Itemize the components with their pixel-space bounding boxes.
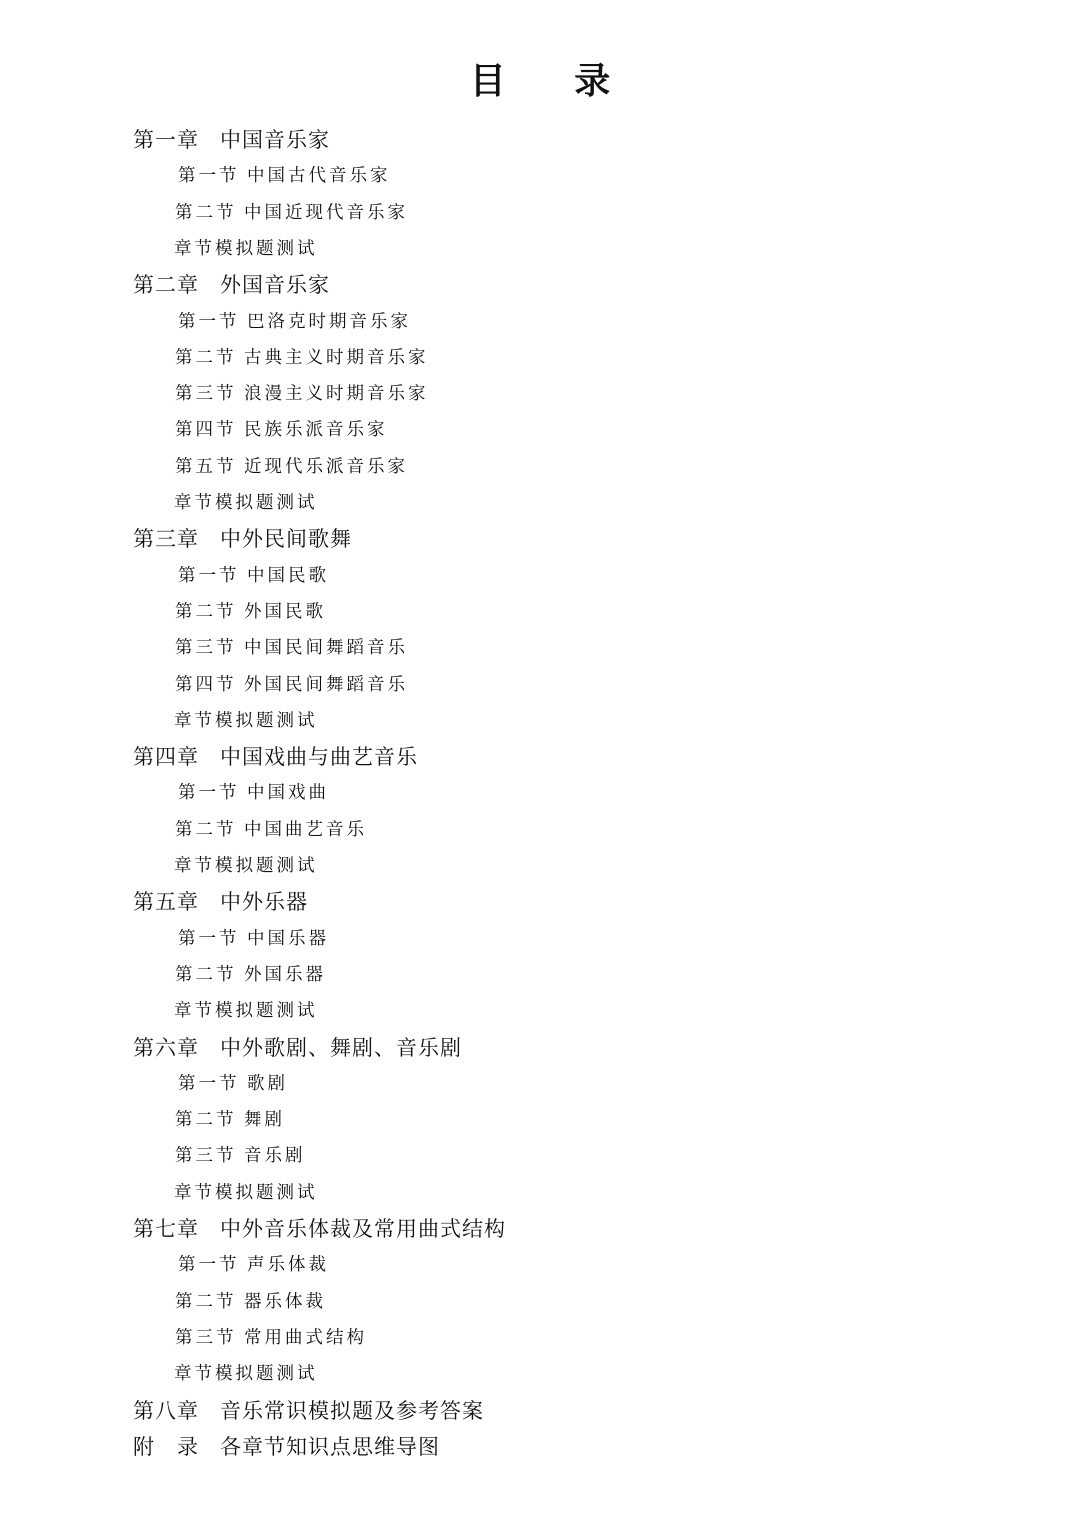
chapter-quiz-entry[interactable]: 章节模拟题测试 bbox=[174, 710, 318, 731]
section-number: 第二节 bbox=[175, 964, 237, 985]
section-number: 第四节 bbox=[175, 674, 237, 695]
section-number: 第三节 bbox=[175, 1327, 237, 1348]
section-title: 器乐体裁 bbox=[244, 1291, 326, 1312]
section-number: 第二节 bbox=[175, 1110, 237, 1131]
section-title: 外国乐器 bbox=[244, 964, 326, 985]
section-entry[interactable] bbox=[175, 598, 326, 626]
section-entry[interactable] bbox=[175, 634, 408, 662]
section-title: 声乐体裁 bbox=[247, 1255, 329, 1276]
chapter-number: 第六章 bbox=[133, 1035, 199, 1060]
section-number: 第一节 bbox=[178, 928, 240, 949]
section-title: 中国戏曲 bbox=[247, 783, 329, 804]
section-entry[interactable] bbox=[175, 816, 367, 844]
section-number: 第二节 bbox=[175, 202, 237, 223]
section-entry[interactable] bbox=[175, 344, 429, 372]
section-number: 第一节 bbox=[178, 311, 240, 332]
chapter-heading[interactable] bbox=[133, 126, 330, 154]
chapter-number: 第五章 bbox=[133, 890, 199, 915]
chapter-heading[interactable] bbox=[133, 743, 418, 771]
section-title: 外国民间舞蹈音乐 bbox=[244, 674, 408, 695]
section-number: 第二节 bbox=[175, 347, 237, 368]
section-number: 第二节 bbox=[175, 601, 237, 622]
section-entry[interactable] bbox=[178, 162, 391, 190]
section-entry[interactable] bbox=[178, 562, 329, 590]
section-title: 浪漫主义时期音乐家 bbox=[244, 384, 429, 405]
section-entry[interactable] bbox=[175, 1288, 326, 1316]
chapter-title: 中国戏曲与曲艺音乐 bbox=[220, 745, 418, 770]
chapter-heading[interactable] bbox=[133, 1433, 440, 1461]
chapter-number: 第二章 bbox=[133, 273, 199, 298]
section-entry[interactable] bbox=[175, 671, 408, 699]
section-title: 中国民歌 bbox=[247, 565, 329, 586]
section-number: 第一节 bbox=[178, 166, 240, 187]
section-title: 巴洛克时期音乐家 bbox=[247, 311, 411, 332]
section-title: 民族乐派音乐家 bbox=[244, 420, 388, 441]
section-number: 第四节 bbox=[175, 420, 237, 441]
section-title: 中国近现代音乐家 bbox=[244, 202, 408, 223]
section-entry[interactable] bbox=[178, 925, 329, 953]
chapter-heading[interactable] bbox=[133, 1034, 462, 1062]
section-number: 第五节 bbox=[175, 456, 237, 477]
section-title: 中国民间舞蹈音乐 bbox=[244, 638, 408, 659]
section-title: 中国曲艺音乐 bbox=[244, 819, 367, 840]
section-entry[interactable] bbox=[175, 1324, 367, 1352]
section-entry[interactable] bbox=[178, 779, 329, 807]
section-entry[interactable] bbox=[175, 416, 388, 444]
chapter-heading[interactable] bbox=[133, 525, 352, 553]
page-title: 目 录 bbox=[469, 60, 639, 102]
section-title: 常用曲式结构 bbox=[244, 1327, 367, 1348]
chapter-quiz-entry[interactable]: 章节模拟题测试 bbox=[174, 1001, 318, 1022]
chapter-number: 第八章 bbox=[133, 1398, 199, 1423]
chapter-quiz-entry[interactable]: 章节模拟题测试 bbox=[174, 1364, 318, 1385]
chapter-title: 中外音乐体裁及常用曲式结构 bbox=[220, 1217, 506, 1241]
section-number: 第二节 bbox=[175, 819, 237, 840]
chapter-title: 音乐常识模拟题及参考答案 bbox=[220, 1398, 484, 1423]
chapter-title: 各章节知识点思维导图 bbox=[220, 1434, 440, 1459]
chapter-heading[interactable] bbox=[133, 1215, 506, 1243]
section-title: 中国古代音乐家 bbox=[247, 166, 391, 187]
section-entry[interactable] bbox=[175, 199, 408, 227]
chapter-number: 附 录 bbox=[133, 1434, 199, 1459]
chapter-heading[interactable] bbox=[133, 271, 330, 299]
section-title: 舞剧 bbox=[244, 1110, 285, 1131]
chapter-heading[interactable] bbox=[133, 888, 308, 916]
section-number: 第一节 bbox=[178, 565, 240, 586]
chapter-heading[interactable] bbox=[133, 1397, 484, 1425]
section-entry[interactable] bbox=[178, 1251, 329, 1279]
chapter-quiz-entry[interactable]: 章节模拟题测试 bbox=[174, 1182, 318, 1203]
section-number: 第一节 bbox=[178, 1255, 240, 1276]
section-number: 第三节 bbox=[175, 638, 237, 659]
chapter-title: 中外民间歌舞 bbox=[220, 527, 352, 552]
section-number: 第三节 bbox=[175, 384, 237, 405]
section-title: 近现代乐派音乐家 bbox=[244, 456, 408, 477]
section-title: 外国民歌 bbox=[244, 601, 326, 622]
chapter-title: 外国音乐家 bbox=[220, 273, 330, 298]
section-entry[interactable] bbox=[175, 1142, 306, 1170]
section-number: 第一节 bbox=[178, 1073, 240, 1094]
chapter-number: 第一章 bbox=[133, 128, 199, 152]
section-number: 第二节 bbox=[175, 1291, 237, 1312]
chapter-quiz-entry[interactable]: 章节模拟题测试 bbox=[174, 238, 318, 259]
section-number: 第三节 bbox=[175, 1146, 237, 1167]
chapter-number: 第四章 bbox=[133, 745, 199, 770]
section-entry[interactable] bbox=[178, 1070, 288, 1098]
section-title: 古典主义时期音乐家 bbox=[244, 347, 429, 368]
chapter-quiz-entry[interactable]: 章节模拟题测试 bbox=[174, 856, 318, 876]
section-entry[interactable] bbox=[175, 380, 429, 408]
section-number: 第一节 bbox=[178, 783, 240, 804]
section-entry[interactable] bbox=[175, 1106, 285, 1134]
chapter-title: 中外乐器 bbox=[220, 890, 308, 915]
section-entry[interactable] bbox=[175, 961, 326, 989]
chapter-title: 中国音乐家 bbox=[220, 128, 330, 152]
section-title: 音乐剧 bbox=[244, 1146, 306, 1167]
chapter-title: 中外歌剧、舞剧、音乐剧 bbox=[220, 1035, 462, 1060]
section-title: 中国乐器 bbox=[247, 928, 329, 949]
chapter-number: 第七章 bbox=[133, 1217, 199, 1241]
section-entry[interactable] bbox=[178, 308, 411, 336]
chapter-number: 第三章 bbox=[133, 527, 199, 552]
section-title: 歌剧 bbox=[247, 1073, 288, 1094]
section-entry[interactable] bbox=[175, 453, 408, 481]
chapter-quiz-entry[interactable]: 章节模拟题测试 bbox=[174, 493, 318, 513]
